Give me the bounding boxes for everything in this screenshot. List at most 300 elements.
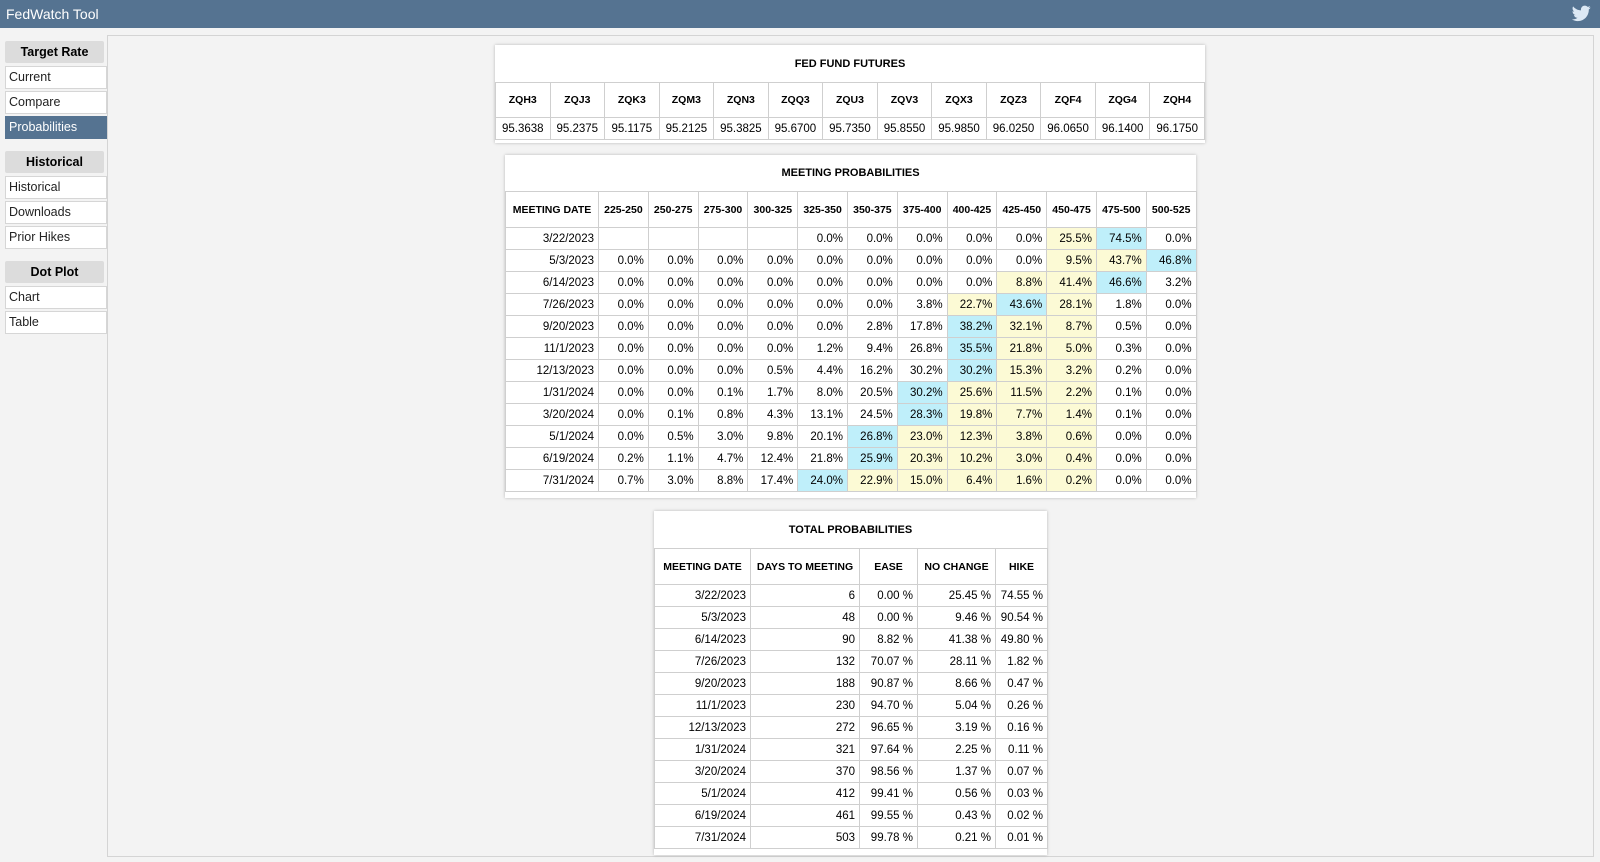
probability-cell: 8.7%: [1047, 316, 1097, 338]
meeting-date-cell: 5/1/2024: [506, 426, 599, 448]
probability-cell: 0.0%: [648, 360, 698, 382]
meeting-date-cell: 7/31/2024: [506, 470, 599, 492]
probability-cell: 17.4%: [748, 470, 798, 492]
total-cell-hike: 0.47 %: [996, 673, 1048, 695]
total-cell-hike: 0.26 %: [996, 695, 1048, 717]
futures-value-zqf4: 96.0650: [1041, 118, 1096, 140]
probability-cell: 0.0%: [1146, 404, 1196, 426]
futures-header-zqq3: ZQQ3: [768, 83, 823, 118]
probability-cell: 0.0%: [1146, 316, 1196, 338]
table-row: [655, 673, 1048, 695]
total-cell-days-to-meeting: 230: [751, 695, 860, 717]
probability-cell: 4.7%: [698, 448, 748, 470]
meeting-date-cell: 5/3/2023: [506, 250, 599, 272]
fed-fund-futures-table: [495, 82, 1205, 140]
probability-cell: 3.0%: [698, 426, 748, 448]
meeting-probabilities-table: [505, 191, 1197, 492]
probability-cell: 0.0%: [648, 382, 698, 404]
fed-fund-futures-panel: [495, 45, 1205, 143]
sidebar-item-probabilities[interactable]: Probabilities: [5, 116, 107, 139]
total-header-meeting-date: MEETING DATE: [655, 549, 751, 585]
probability-cell: 43.6%: [997, 294, 1047, 316]
probability-cell: 25.5%: [1047, 228, 1097, 250]
probability-cell: 0.0%: [798, 294, 848, 316]
total-header-hike: HIKE: [996, 549, 1048, 585]
probability-cell: 0.0%: [798, 272, 848, 294]
table-row: [506, 426, 1197, 448]
sidebar-gap: [5, 141, 107, 151]
fed-fund-futures-title: FED FUND FUTURES: [794, 58, 906, 70]
probability-cell: 0.0%: [748, 316, 798, 338]
probability-cell: 12.3%: [947, 426, 997, 448]
probability-cell: 24.0%: [798, 470, 848, 492]
probability-cell: 1.8%: [1096, 294, 1146, 316]
total-cell-hike: 0.11 %: [996, 739, 1048, 761]
total-cell-ease: 70.07 %: [860, 651, 918, 673]
probability-cell: 0.0%: [1146, 338, 1196, 360]
total-cell-days-to-meeting: 370: [751, 761, 860, 783]
meeting-date-cell: 9/20/2023: [506, 316, 599, 338]
total-cell-days-to-meeting: 90: [751, 629, 860, 651]
table-row: [655, 651, 1048, 673]
sidebar-item-downloads[interactable]: Downloads: [5, 201, 107, 224]
probability-cell: 0.0%: [847, 250, 897, 272]
sidebar-section-dot-plot[interactable]: Dot Plot: [5, 261, 104, 283]
table-row: [655, 629, 1048, 651]
probability-cell: 3.2%: [1047, 360, 1097, 382]
probability-header-275-300: 275-300: [698, 192, 748, 228]
probability-cell: 0.0%: [748, 294, 798, 316]
total-cell-no-change: 2.25 %: [918, 739, 996, 761]
probability-cell: [748, 228, 798, 250]
meeting-date-cell: 12/13/2023: [506, 360, 599, 382]
total-cell-hike: 90.54 %: [996, 607, 1048, 629]
probability-cell: 12.4%: [748, 448, 798, 470]
probability-cell: 41.4%: [1047, 272, 1097, 294]
probability-header-300-325: 300-325: [748, 192, 798, 228]
probability-cell: [599, 228, 649, 250]
probability-cell: 0.0%: [748, 250, 798, 272]
futures-header-zqn3: ZQN3: [714, 83, 769, 118]
probability-cell: 0.0%: [748, 272, 798, 294]
futures-value-zqh4: 96.1750: [1150, 118, 1205, 140]
sidebar-item-table[interactable]: Table: [5, 311, 107, 334]
probability-header-425-450: 425-450: [997, 192, 1047, 228]
total-cell-no-change: 0.56 %: [918, 783, 996, 805]
probability-cell: 0.0%: [698, 316, 748, 338]
total-cell-ease: 90.87 %: [860, 673, 918, 695]
meeting-date-cell: 7/26/2023: [506, 294, 599, 316]
total-cell-meeting-date: 11/1/2023: [655, 695, 751, 717]
probability-cell: 7.7%: [997, 404, 1047, 426]
total-header-no-change: NO CHANGE: [918, 549, 996, 585]
total-cell-ease: 8.82 %: [860, 629, 918, 651]
total-cell-ease: 99.78 %: [860, 827, 918, 849]
total-cell-days-to-meeting: 412: [751, 783, 860, 805]
probability-cell: [698, 228, 748, 250]
table-row: [506, 404, 1197, 426]
probability-cell: 9.8%: [748, 426, 798, 448]
app-header: [0, 0, 1600, 28]
meeting-probabilities-title: MEETING PROBABILITIES: [781, 167, 920, 179]
total-cell-no-change: 41.38 %: [918, 629, 996, 651]
probability-cell: 28.1%: [1047, 294, 1097, 316]
probability-cell: 2.2%: [1047, 382, 1097, 404]
probability-cell: 22.7%: [947, 294, 997, 316]
sidebar-section-target-rate[interactable]: Target Rate: [5, 41, 104, 63]
probability-cell: 0.0%: [1096, 470, 1146, 492]
probability-cell: 0.0%: [599, 382, 649, 404]
probability-cell: 0.0%: [1146, 294, 1196, 316]
total-cell-hike: 49.80 %: [996, 629, 1048, 651]
total-cell-ease: 96.65 %: [860, 717, 918, 739]
meeting-date-cell: 3/20/2024: [506, 404, 599, 426]
probability-cell: 0.0%: [599, 294, 649, 316]
probability-cell: 0.0%: [648, 250, 698, 272]
futures-header-zqv3: ZQV3: [877, 83, 932, 118]
probability-cell: 46.8%: [1146, 250, 1196, 272]
probability-cell: 24.5%: [847, 404, 897, 426]
sidebar-item-historical[interactable]: Historical: [5, 176, 107, 199]
probability-cell: 1.1%: [648, 448, 698, 470]
probability-cell: 3.8%: [997, 426, 1047, 448]
futures-header-zqk3: ZQK3: [605, 83, 660, 118]
total-cell-meeting-date: 1/31/2024: [655, 739, 751, 761]
probability-cell: 46.6%: [1096, 272, 1146, 294]
total-cell-days-to-meeting: 132: [751, 651, 860, 673]
probability-cell: 0.0%: [897, 272, 947, 294]
total-cell-meeting-date: 6/19/2024: [655, 805, 751, 827]
table-row: [655, 607, 1048, 629]
probability-cell: 43.7%: [1096, 250, 1146, 272]
probability-cell: 0.0%: [698, 360, 748, 382]
meeting-date-cell: 6/14/2023: [506, 272, 599, 294]
table-row: [655, 805, 1048, 827]
probability-cell: 38.2%: [947, 316, 997, 338]
probability-cell: 0.6%: [1047, 426, 1097, 448]
probability-header-375-400: 375-400: [897, 192, 947, 228]
table-row: [655, 739, 1048, 761]
table-row: [506, 272, 1197, 294]
probability-cell: 5.0%: [1047, 338, 1097, 360]
table-row: [506, 338, 1197, 360]
total-cell-hike: 0.02 %: [996, 805, 1048, 827]
total-cell-hike: 0.03 %: [996, 783, 1048, 805]
futures-value-zqu3: 95.7350: [823, 118, 878, 140]
probability-cell: 25.9%: [847, 448, 897, 470]
probability-cell: 25.6%: [947, 382, 997, 404]
probability-header-475-500: 475-500: [1096, 192, 1146, 228]
sidebar-item-compare[interactable]: Compare: [5, 91, 107, 114]
futures-value-zqj3: 95.2375: [550, 118, 605, 140]
probability-cell: 0.0%: [847, 272, 897, 294]
total-cell-meeting-date: 9/20/2023: [655, 673, 751, 695]
probability-cell: 0.0%: [599, 360, 649, 382]
probability-cell: 0.0%: [599, 404, 649, 426]
probability-cell: 0.2%: [1096, 360, 1146, 382]
probability-cell: 0.0%: [698, 338, 748, 360]
probability-cell: 8.8%: [997, 272, 1047, 294]
total-cell-hike: 0.16 %: [996, 717, 1048, 739]
probability-cell: 16.2%: [847, 360, 897, 382]
probability-cell: 0.0%: [1146, 426, 1196, 448]
total-cell-no-change: 9.46 %: [918, 607, 996, 629]
table-row: [655, 827, 1048, 849]
probability-cell: 1.6%: [997, 470, 1047, 492]
total-cell-no-change: 8.66 %: [918, 673, 996, 695]
probability-cell: 0.0%: [798, 316, 848, 338]
probability-cell: 0.0%: [947, 272, 997, 294]
futures-value-zqz3: 96.0250: [986, 118, 1041, 140]
probability-cell: 6.4%: [947, 470, 997, 492]
probability-cell: 8.0%: [798, 382, 848, 404]
probability-cell: 4.4%: [798, 360, 848, 382]
table-row: [655, 717, 1048, 739]
probability-cell: 20.5%: [847, 382, 897, 404]
probability-cell: 0.0%: [798, 228, 848, 250]
probability-cell: 0.7%: [599, 470, 649, 492]
sidebar-gap: [5, 251, 107, 261]
probability-cell: 0.0%: [748, 338, 798, 360]
probability-cell: 0.0%: [1146, 382, 1196, 404]
total-cell-no-change: 1.37 %: [918, 761, 996, 783]
app-title: FedWatch Tool: [6, 6, 99, 22]
total-cell-meeting-date: 3/20/2024: [655, 761, 751, 783]
probability-cell: 21.8%: [798, 448, 848, 470]
probability-cell: 0.0%: [599, 426, 649, 448]
table-row: [506, 360, 1197, 382]
futures-value-zqq3: 95.6700: [768, 118, 823, 140]
total-cell-no-change: 25.45 %: [918, 585, 996, 607]
futures-value-zqg4: 96.1400: [1095, 118, 1150, 140]
probability-header-350-375: 350-375: [847, 192, 897, 228]
table-row: [506, 316, 1197, 338]
total-cell-ease: 99.41 %: [860, 783, 918, 805]
probability-cell: 15.0%: [897, 470, 947, 492]
probability-cell: 0.0%: [1146, 448, 1196, 470]
table-row: [506, 294, 1197, 316]
probability-cell: 0.0%: [648, 338, 698, 360]
probability-cell: 0.1%: [648, 404, 698, 426]
total-cell-ease: 97.64 %: [860, 739, 918, 761]
twitter-icon[interactable]: [1572, 5, 1591, 22]
futures-header-zqx3: ZQX3: [932, 83, 987, 118]
probability-cell: 20.3%: [897, 448, 947, 470]
probability-cell: 0.0%: [897, 250, 947, 272]
total-probabilities-title: TOTAL PROBABILITIES: [788, 524, 913, 536]
probability-cell: 0.1%: [1096, 404, 1146, 426]
probability-cell: 0.0%: [698, 250, 748, 272]
probability-cell: 0.2%: [1047, 470, 1097, 492]
futures-value-zqm3: 95.2125: [659, 118, 714, 140]
total-cell-days-to-meeting: 461: [751, 805, 860, 827]
futures-value-zqv3: 95.8550: [877, 118, 932, 140]
futures-value-zqk3: 95.1175: [605, 118, 660, 140]
probability-cell: 1.7%: [748, 382, 798, 404]
futures-header-zqh3: ZQH3: [496, 83, 551, 118]
sidebar: [5, 41, 107, 336]
total-header-ease: EASE: [860, 549, 918, 585]
probability-cell: 0.0%: [847, 228, 897, 250]
total-cell-no-change: 3.19 %: [918, 717, 996, 739]
probability-cell: 1.2%: [798, 338, 848, 360]
probability-cell: 0.5%: [648, 426, 698, 448]
probability-cell: 0.0%: [847, 294, 897, 316]
probability-cell: 0.0%: [947, 228, 997, 250]
total-cell-hike: 0.07 %: [996, 761, 1048, 783]
table-row: [655, 695, 1048, 717]
probability-header-250-275: 250-275: [648, 192, 698, 228]
probability-cell: 0.5%: [748, 360, 798, 382]
futures-header-zqz3: ZQZ3: [986, 83, 1041, 118]
total-cell-ease: 0.00 %: [860, 607, 918, 629]
probability-cell: 0.0%: [599, 338, 649, 360]
probability-cell: 0.0%: [698, 294, 748, 316]
sidebar-item-prior-hikes[interactable]: Prior Hikes: [5, 226, 107, 249]
futures-header-zqm3: ZQM3: [659, 83, 714, 118]
probability-cell: 0.0%: [1096, 426, 1146, 448]
probability-cell: 30.2%: [897, 360, 947, 382]
probability-cell: 0.0%: [648, 294, 698, 316]
total-probabilities-table: [654, 548, 1048, 849]
probability-cell: 0.0%: [798, 250, 848, 272]
probability-cell: 2.8%: [847, 316, 897, 338]
table-row: [655, 585, 1048, 607]
total-cell-hike: 0.01 %: [996, 827, 1048, 849]
probability-header-325-350: 325-350: [798, 192, 848, 228]
probability-cell: 0.0%: [897, 228, 947, 250]
meeting-date-cell: 3/22/2023: [506, 228, 599, 250]
probability-cell: 0.4%: [1047, 448, 1097, 470]
sidebar-item-current[interactable]: Current: [5, 66, 107, 89]
sidebar-section-historical[interactable]: Historical: [5, 151, 104, 173]
probability-cell: 19.8%: [947, 404, 997, 426]
probability-cell: 3.2%: [1146, 272, 1196, 294]
total-cell-no-change: 28.11 %: [918, 651, 996, 673]
probability-cell: 0.5%: [1096, 316, 1146, 338]
total-cell-days-to-meeting: 272: [751, 717, 860, 739]
total-cell-days-to-meeting: 503: [751, 827, 860, 849]
probability-cell: 30.2%: [897, 382, 947, 404]
probability-header-400-425: 400-425: [947, 192, 997, 228]
probability-cell: 3.8%: [897, 294, 947, 316]
probability-header-meeting-date: MEETING DATE: [506, 192, 599, 228]
futures-value-zqn3: 95.3825: [714, 118, 769, 140]
futures-header-zqh4: ZQH4: [1150, 83, 1205, 118]
probability-cell: 0.0%: [648, 316, 698, 338]
total-cell-days-to-meeting: 321: [751, 739, 860, 761]
total-cell-meeting-date: 5/1/2024: [655, 783, 751, 805]
total-header-days-to-meeting: DAYS TO MEETING: [751, 549, 860, 585]
table-row: [655, 761, 1048, 783]
probability-cell: 15.3%: [997, 360, 1047, 382]
probability-cell: 0.0%: [599, 316, 649, 338]
probability-cell: 0.0%: [1146, 360, 1196, 382]
probability-cell: 0.3%: [1096, 338, 1146, 360]
total-cell-meeting-date: 3/22/2023: [655, 585, 751, 607]
probability-cell: 9.5%: [1047, 250, 1097, 272]
probability-cell: 0.0%: [997, 250, 1047, 272]
probability-cell: 26.8%: [847, 426, 897, 448]
probability-header-500-525: 500-525: [1146, 192, 1196, 228]
probability-cell: 0.0%: [599, 272, 649, 294]
table-row: [506, 382, 1197, 404]
probability-cell: 22.9%: [847, 470, 897, 492]
total-cell-meeting-date: 5/3/2023: [655, 607, 751, 629]
futures-header-zqf4: ZQF4: [1041, 83, 1096, 118]
futures-value-zqh3: 95.3638: [496, 118, 551, 140]
probability-cell: 0.0%: [947, 250, 997, 272]
probability-cell: 28.3%: [897, 404, 947, 426]
futures-header-zqj3: ZQJ3: [550, 83, 605, 118]
probability-cell: 0.1%: [1096, 382, 1146, 404]
probability-cell: 11.5%: [997, 382, 1047, 404]
probability-cell: 1.4%: [1047, 404, 1097, 426]
table-row: [506, 470, 1197, 492]
probability-cell: 3.0%: [648, 470, 698, 492]
total-cell-ease: 94.70 %: [860, 695, 918, 717]
futures-header-zqg4: ZQG4: [1095, 83, 1150, 118]
meeting-date-cell: 11/1/2023: [506, 338, 599, 360]
table-row: [506, 228, 1197, 250]
table-row: [655, 783, 1048, 805]
total-cell-ease: 0.00 %: [860, 585, 918, 607]
probability-cell: 8.8%: [698, 470, 748, 492]
probability-cell: 23.0%: [897, 426, 947, 448]
total-cell-no-change: 5.04 %: [918, 695, 996, 717]
total-cell-no-change: 0.21 %: [918, 827, 996, 849]
total-cell-ease: 99.55 %: [860, 805, 918, 827]
probability-cell: 30.2%: [947, 360, 997, 382]
probability-cell: 0.0%: [1146, 470, 1196, 492]
probability-cell: 20.1%: [798, 426, 848, 448]
probability-cell: 10.2%: [947, 448, 997, 470]
total-cell-days-to-meeting: 48: [751, 607, 860, 629]
probability-cell: 0.0%: [599, 250, 649, 272]
probability-cell: 3.0%: [997, 448, 1047, 470]
total-cell-hike: 1.82 %: [996, 651, 1048, 673]
probability-cell: 35.5%: [947, 338, 997, 360]
probability-cell: 0.1%: [698, 382, 748, 404]
probability-cell: 0.2%: [599, 448, 649, 470]
table-row: [506, 250, 1197, 272]
probability-cell: 26.8%: [897, 338, 947, 360]
probability-cell: 0.0%: [1096, 448, 1146, 470]
futures-header-zqu3: ZQU3: [823, 83, 878, 118]
total-cell-meeting-date: 6/14/2023: [655, 629, 751, 651]
probability-header-225-250: 225-250: [599, 192, 649, 228]
probability-cell: 4.3%: [748, 404, 798, 426]
total-cell-ease: 98.56 %: [860, 761, 918, 783]
probability-cell: 13.1%: [798, 404, 848, 426]
probability-cell: 0.8%: [698, 404, 748, 426]
total-cell-days-to-meeting: 188: [751, 673, 860, 695]
sidebar-item-chart[interactable]: Chart: [5, 286, 107, 309]
probability-cell: [648, 228, 698, 250]
total-cell-meeting-date: 12/13/2023: [655, 717, 751, 739]
total-cell-hike: 74.55 %: [996, 585, 1048, 607]
probability-cell: 0.0%: [648, 272, 698, 294]
probability-cell: 9.4%: [847, 338, 897, 360]
table-row: [506, 448, 1197, 470]
total-cell-no-change: 0.43 %: [918, 805, 996, 827]
meeting-date-cell: 6/19/2024: [506, 448, 599, 470]
total-probabilities-panel: [654, 511, 1047, 855]
probability-cell: 32.1%: [997, 316, 1047, 338]
total-cell-meeting-date: 7/26/2023: [655, 651, 751, 673]
probability-cell: 0.0%: [1146, 228, 1196, 250]
meeting-probabilities-panel: [505, 155, 1196, 498]
